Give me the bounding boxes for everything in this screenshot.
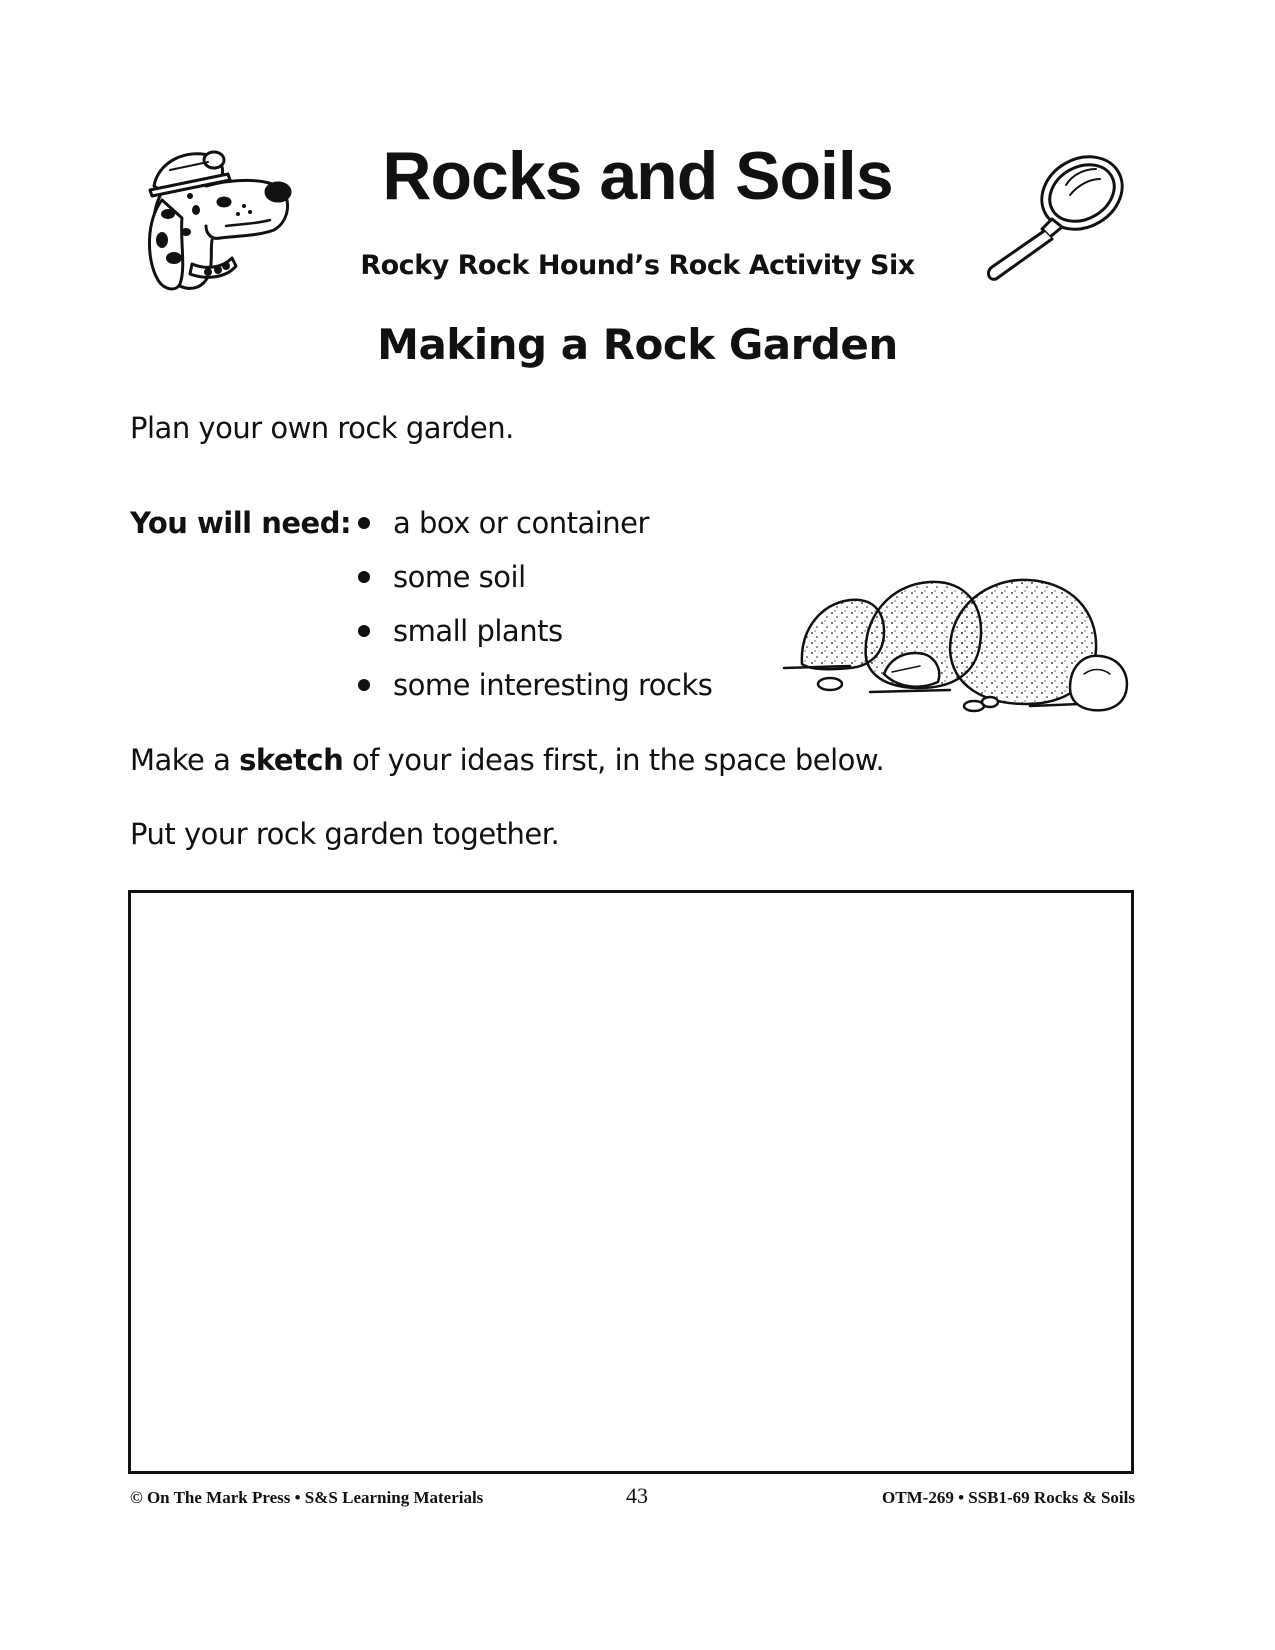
activity-title: Making a Rock Garden xyxy=(377,320,898,369)
list-item xyxy=(358,550,712,604)
list-item xyxy=(358,658,712,712)
footer-publisher: © On The Mark Press • S&S Learning Materials xyxy=(130,1488,484,1507)
sketch-area[interactable] xyxy=(128,890,1134,1474)
sketch-instruction-before: Make a xyxy=(130,743,240,777)
sketch-instruction xyxy=(130,740,884,780)
intro-text: Plan your own rock garden. xyxy=(130,411,514,445)
materials-list xyxy=(358,496,712,712)
sketch-instruction-after: of your ideas first, in the space below. xyxy=(343,743,885,777)
footer-product-code: OTM-269 • SSB1-69 Rocks & Soils xyxy=(882,1488,1135,1507)
needs-label: You will need: xyxy=(130,506,352,540)
list-item-text: a box or container xyxy=(393,506,649,540)
bullet-icon xyxy=(358,625,370,637)
bullet-icon xyxy=(358,517,370,529)
list-item-text: some interesting rocks xyxy=(393,668,713,702)
page-number: 43 xyxy=(626,1483,648,1508)
bullet-icon xyxy=(358,679,370,691)
list-item xyxy=(358,604,712,658)
list-item-text: some soil xyxy=(393,560,526,594)
rock-pile-icon xyxy=(780,570,1150,720)
activity-subtitle: Rocky Rock Hound’s Rock Activity Six xyxy=(360,250,915,281)
assemble-instruction: Put your rock garden together. xyxy=(130,817,560,851)
page-title: Rocks and Soils xyxy=(382,138,893,214)
list-item xyxy=(358,496,712,550)
sketch-keyword: sketch xyxy=(239,743,344,777)
list-item-text: small plants xyxy=(393,614,563,648)
bullet-icon xyxy=(358,571,370,583)
